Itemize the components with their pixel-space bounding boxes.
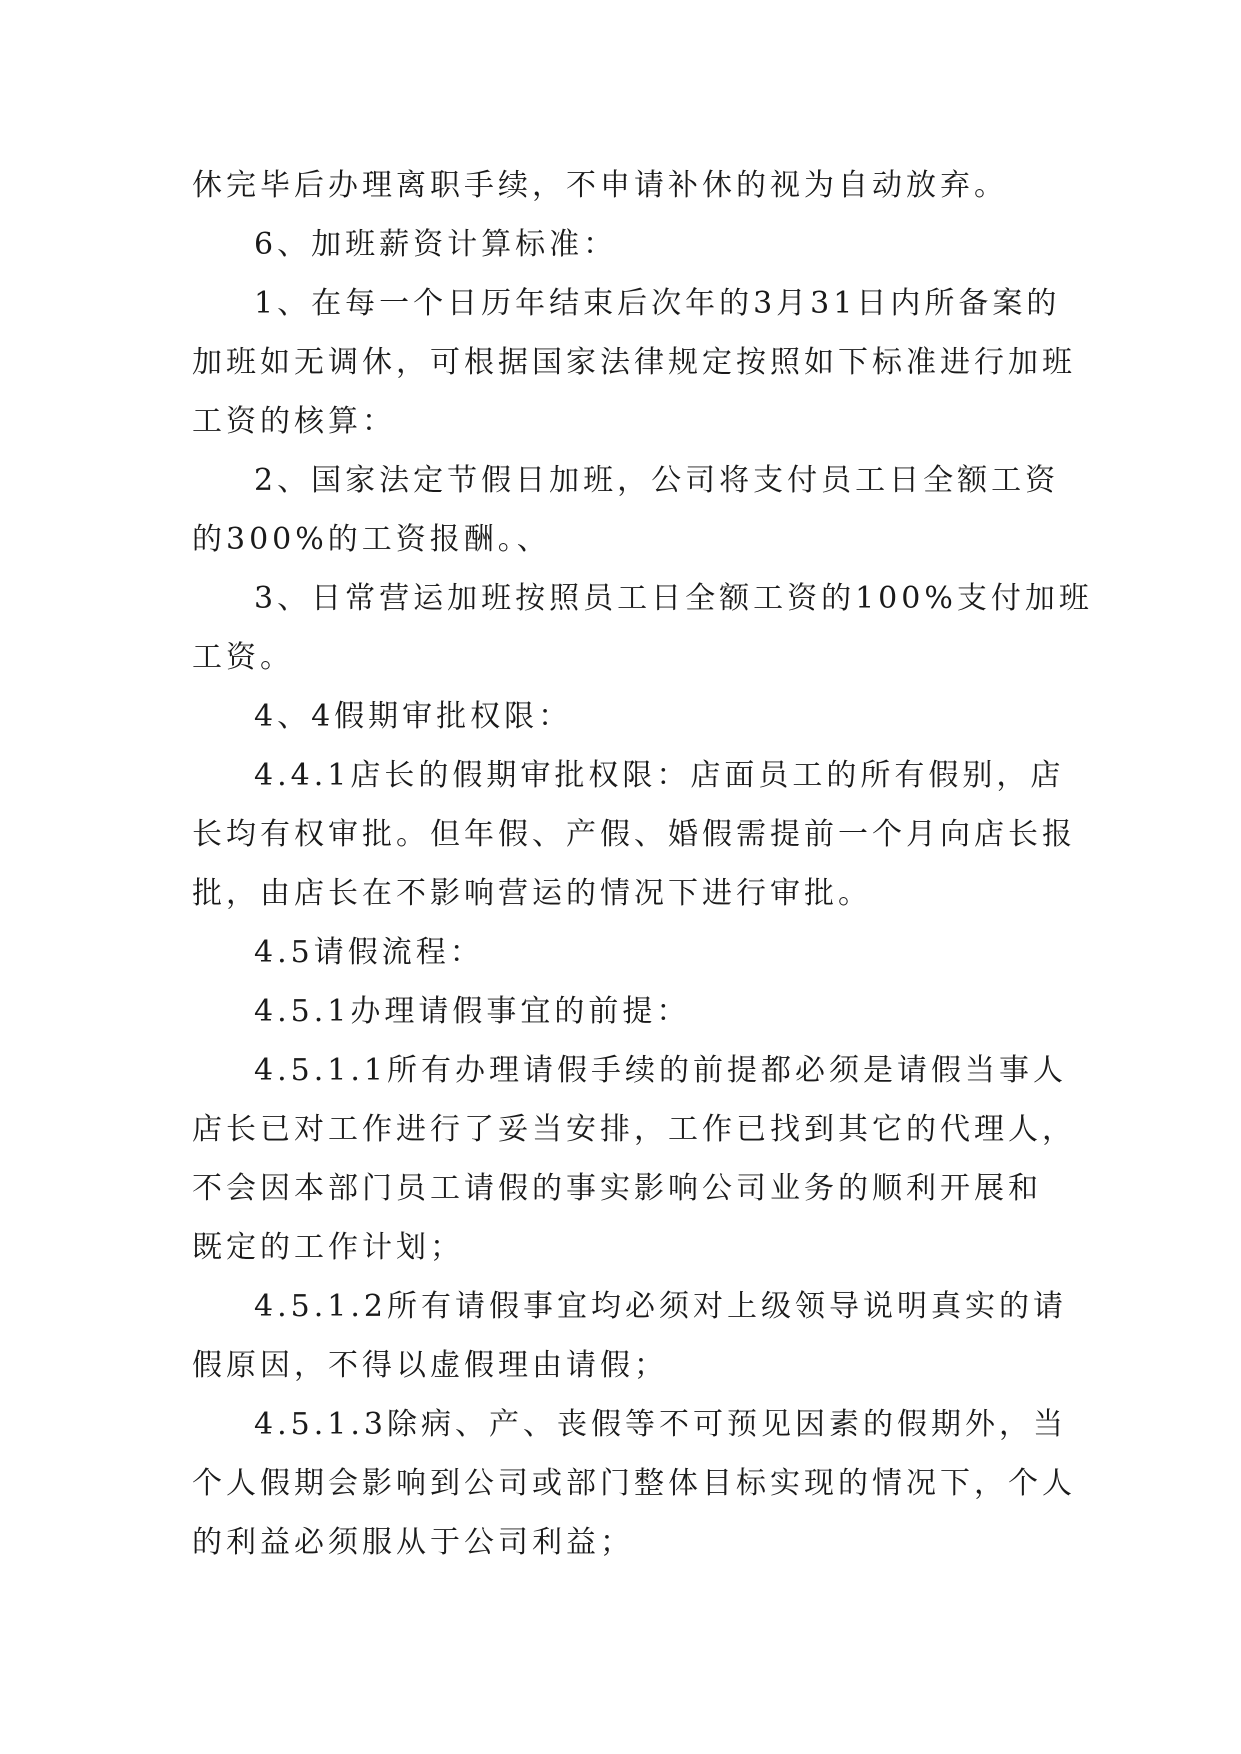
text-line: 4.5请假流程： [254, 935, 484, 970]
text-line: 4.4.1店长的假期审批权限：店面员工的所有假别，店 [254, 758, 1065, 793]
text-line: 既定的工作计划； [192, 1230, 464, 1265]
text-line: 4.5.1.1所有办理请假手续的前提都必须是请假当事人 [254, 1053, 1067, 1088]
text-line: 个人假期会影响到公司或部门整体目标实现的情况下，个人 [192, 1466, 1076, 1501]
text-line: 2、国家法定节假日加班，公司将支付员工日全额工资 [254, 463, 1060, 498]
text-line: 假原因，不得以虚假理由请假； [192, 1348, 668, 1383]
text-line: 加班如无调休，可根据国家法律规定按照如下标准进行加班 [192, 345, 1076, 380]
text-line: 1、在每一个日历年结束后次年的3月31日内所备案的 [254, 286, 1061, 321]
text-line: 4.5.1办理请假事宜的前提： [254, 994, 691, 1029]
document-body [192, 156, 1093, 1572]
text-line: 不会因本部门员工请假的事实影响公司业务的顺利开展和 [192, 1171, 1042, 1206]
text-line: 4.5.1.3除病、产、丧假等不可预见因素的假期外，当 [254, 1407, 1067, 1442]
text-line: 3、日常营运加班按照员工日全额工资的100%支付加班 [254, 581, 1093, 616]
text-line: 的利益必须服从于公司利益； [192, 1525, 634, 1560]
text-line: 4、4假期审批权限： [254, 699, 573, 734]
text-line: 6、加班薪资计算标准： [254, 227, 618, 262]
text-line: 店长已对工作进行了妥当安排，工作已找到其它的代理人， [192, 1112, 1076, 1147]
text-line: 工资的核算： [192, 404, 396, 439]
text-line: 的300%的工资报酬。、 [192, 522, 551, 557]
text-line: 工资。 [192, 640, 294, 675]
text-line: 休完毕后办理离职手续，不申请补休的视为自动放弃。 [192, 168, 1008, 203]
text-line: 批，由店长在不影响营运的情况下进行审批。 [192, 876, 872, 911]
text-line: 4.5.1.2所有请假事宜均必须对上级领导说明真实的请 [254, 1289, 1067, 1324]
text-line: 长均有权审批。但年假、产假、婚假需提前一个月向店长报 [192, 817, 1076, 852]
